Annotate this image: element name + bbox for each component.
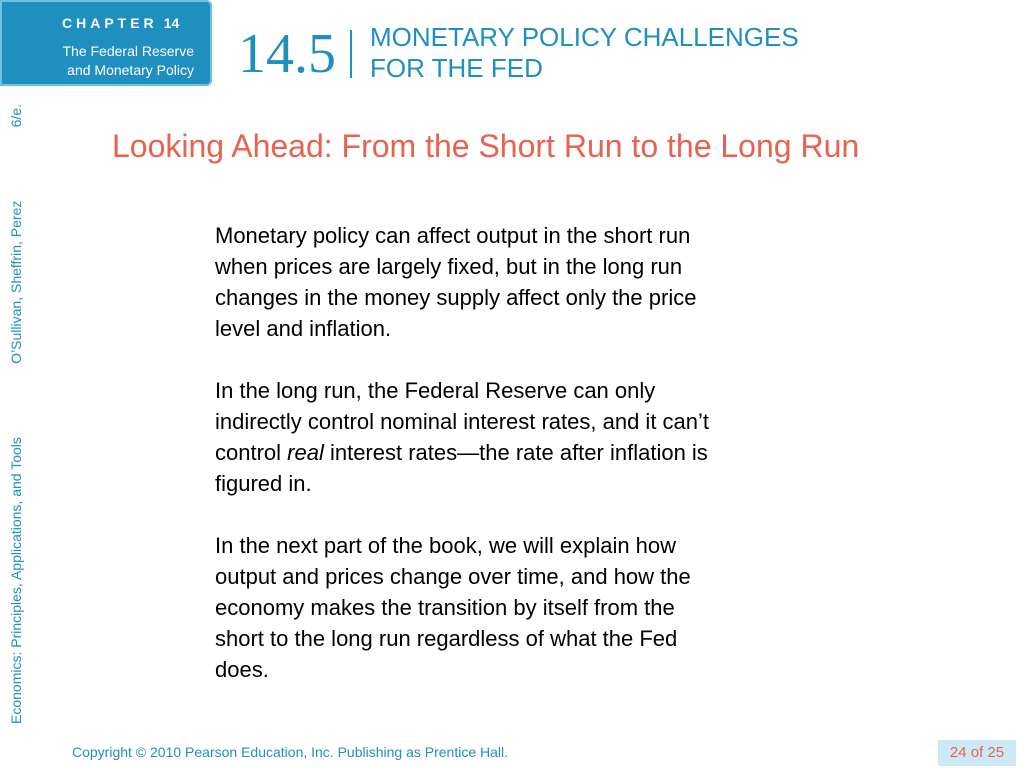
section-title [370,22,799,84]
book-credit [8,104,24,724]
paragraph-1 [215,220,805,344]
paragraph-2 [215,375,805,499]
slide-body [215,220,805,716]
paragraph-1-line-4: level and inflation. [215,316,392,341]
chapter-title-line-1: The Federal Reserve [62,43,194,59]
paragraph-1-line-2: when prices are largely fixed, but in the long run [215,254,683,279]
paragraph-2-line-3-pre: control [215,440,288,465]
paragraph-2-line-1: In the long run, the Federal Reserve can only [215,378,656,403]
slide-heading: Looking Ahead: From the Short Run to the Long Run [112,128,860,164]
paragraph-3-line-4: short to the long run regardless of what the Fed [215,626,678,651]
paragraph-1-line-3: changes in the money supply affect only the price [215,285,697,310]
book-edition: 6/e. [8,104,24,128]
paragraph-1-line-1: Monetary policy can affect output in the short run [215,223,691,248]
chapter-label: CHAPTER [62,15,158,31]
chapter-label-line [62,15,179,31]
book-title: Economics: Principles, Applications, and Tools [8,437,24,724]
emphasis-real: real [287,440,324,465]
paragraph-2-line-4: figured in. [215,471,312,496]
section-title-line-2: FOR THE FED [370,53,543,83]
section-divider [350,30,352,78]
chapter-number: 14 [163,15,180,31]
paragraph-3-line-3: economy makes the transition by itself from the [215,595,675,620]
page-indicator: 24 of 25 [938,740,1016,766]
paragraph-3-line-1: In the next part of the book, we will explain how [215,533,677,558]
paragraph-3-line-5: does. [215,657,269,682]
paragraph-2-line-3-post: interest rates—the rate after inflation is [323,440,708,465]
paragraph-2-line-2: indirectly control nominal interest rates, and it can’t [215,409,710,434]
chapter-badge [0,0,212,86]
paragraph-3-line-2: output and prices change over time, and how the [215,564,691,589]
section-number: 14.5 [238,23,336,85]
section-title-line-1: MONETARY POLICY CHALLENGES [370,22,799,52]
chapter-title-line-2: and Monetary Policy [67,62,194,78]
copyright-notice: Copyright © 2010 Pearson Education, Inc. Publishing as Prentice Hall. [72,744,509,760]
paragraph-3 [215,530,805,685]
book-authors: O’Sullivan, Sheffrin, Perez [8,200,24,364]
paragraph-2-line-3 [215,437,805,468]
chapter-title [62,42,194,80]
